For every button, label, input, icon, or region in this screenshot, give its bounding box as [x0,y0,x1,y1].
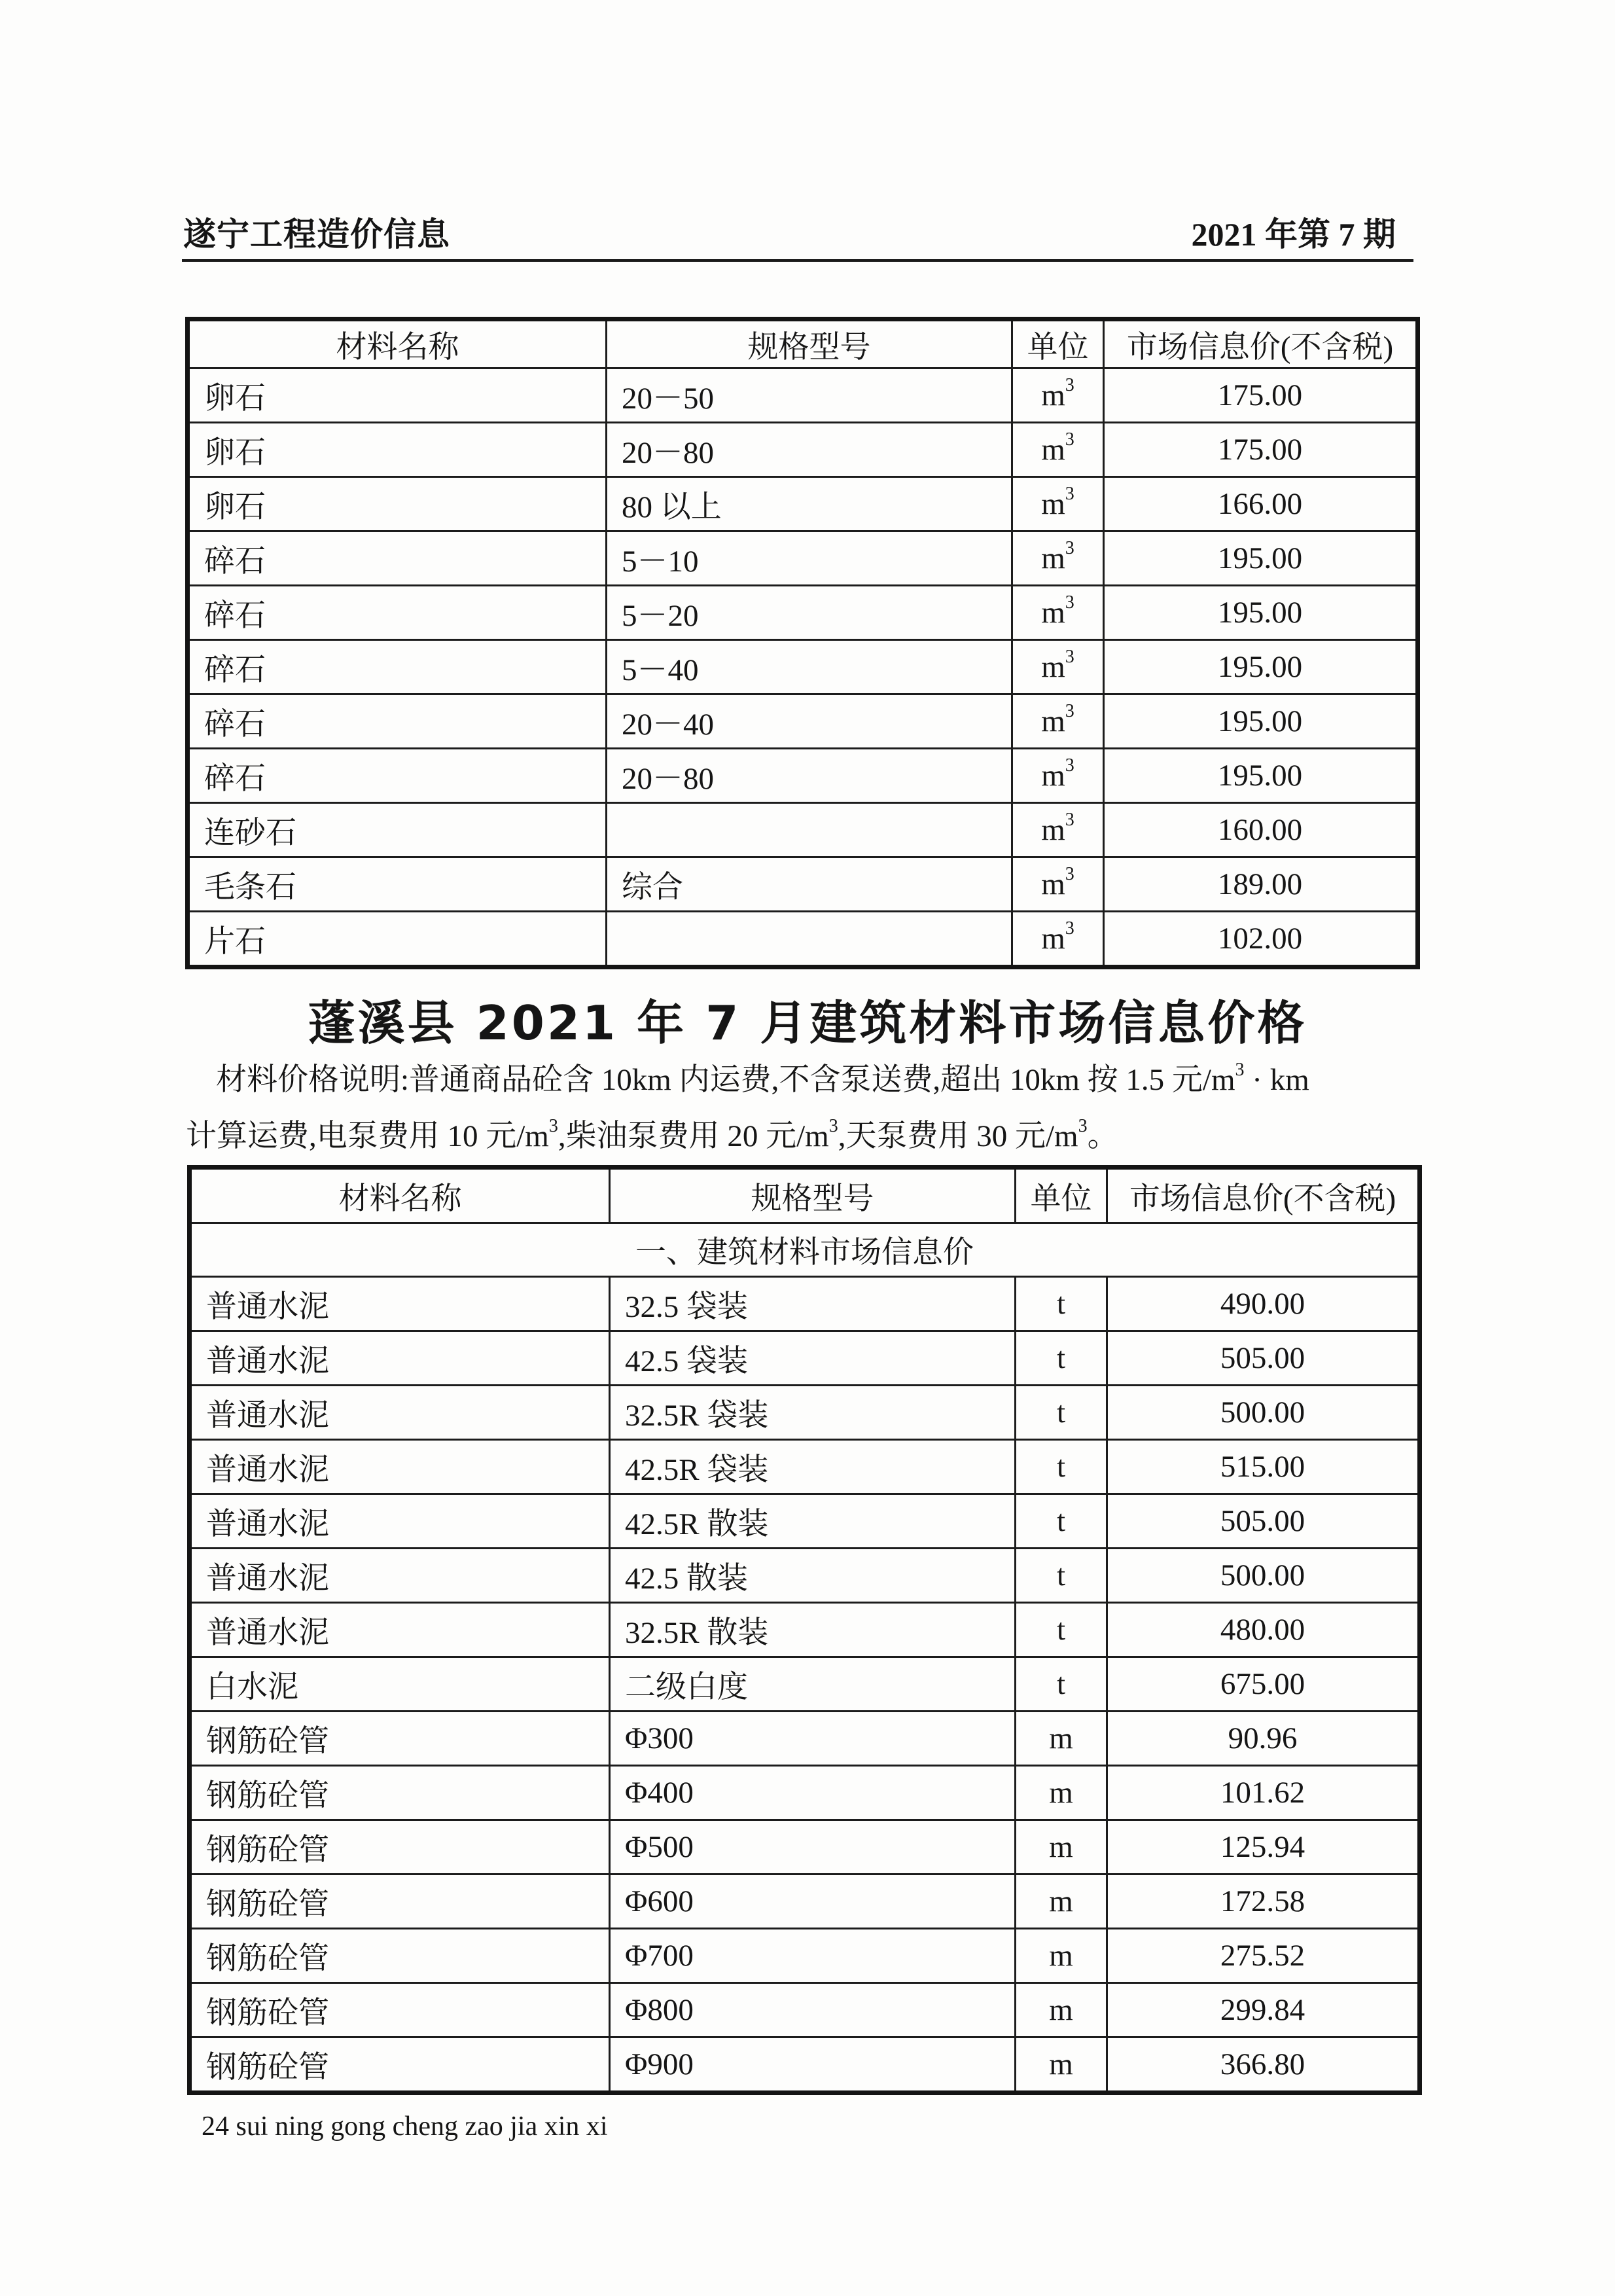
note-text: ,天泵费用 30 元/m [838,1119,1078,1153]
note-superscript: 3 [1235,1060,1245,1080]
material-price: 166.00 [1104,477,1418,531]
material-unit [1012,586,1104,640]
table-row [190,1494,1420,1549]
material-price: 102.00 [1104,912,1418,967]
publication-title: 遂宁工程造价信息 [183,216,450,253]
unit-superscript: 3 [1065,429,1074,450]
unit-superscript: 3 [1065,755,1074,776]
material-name: 普通水泥 [190,1386,610,1440]
material-spec: 42.5 袋装 [610,1331,1016,1386]
material-spec: Φ400 [610,1766,1016,1820]
unit-base: m [1041,922,1065,956]
material-name: 连砂石 [188,803,607,857]
material-price: 500.00 [1107,1549,1420,1603]
page-number: 24 [202,2111,229,2142]
material-spec [607,912,1012,967]
material-spec: 32.5R 袋装 [610,1386,1016,1440]
note-superscript: 3 [1078,1116,1088,1136]
column-header-name: 材料名称 [188,319,607,368]
material-name: 钢筋砼管 [190,1874,610,1929]
material-spec: Φ800 [610,1983,1016,2037]
material-unit: t [1016,1386,1107,1440]
material-price: 195.00 [1104,531,1418,586]
material-spec: Φ900 [610,2037,1016,2093]
material-name: 卵石 [188,368,607,423]
column-header-price: 市场信息价(不含税) [1104,319,1418,368]
material-price: 125.94 [1107,1820,1420,1874]
material-unit [1012,857,1104,912]
material-unit: m [1016,1766,1107,1820]
material-unit: m [1016,1983,1107,2037]
unit-base: m [1041,596,1065,630]
column-header-unit: 单位 [1016,1168,1107,1223]
material-unit: t [1016,1494,1107,1549]
section-title: 蓬溪县 2021 年 7 月建筑材料市场信息价格 [308,996,1307,1050]
unit-superscript: 3 [1065,810,1074,830]
material-spec: 综合 [607,857,1012,912]
material-unit [1012,640,1104,694]
table-row [188,423,1418,477]
material-spec: Φ300 [610,1712,1016,1766]
material-name: 卵石 [188,423,607,477]
table-row [190,1331,1420,1386]
material-unit: t [1016,1331,1107,1386]
material-unit: t [1016,1549,1107,1603]
material-price: 675.00 [1107,1657,1420,1712]
material-name: 普通水泥 [190,1549,610,1603]
material-price: 490.00 [1107,1277,1420,1331]
note-text: 。 [1087,1119,1118,1153]
unit-superscript: 3 [1065,592,1074,613]
material-unit [1012,912,1104,967]
table-row [190,1983,1420,2037]
material-price: 195.00 [1104,586,1418,640]
material-unit: t [1016,1603,1107,1657]
building-material-price-table [187,1165,1422,2095]
material-spec: 5－40 [607,640,1012,694]
material-price: 275.52 [1107,1929,1420,1983]
material-spec: 5－10 [607,531,1012,586]
material-price: 175.00 [1104,423,1418,477]
note-text: 计算运费,电泵费用 10 元/m [186,1119,549,1153]
material-unit: m [1016,2037,1107,2093]
material-name: 钢筋砼管 [190,1983,610,2037]
note-superscript: 3 [828,1116,838,1136]
stone-price-table [185,317,1420,969]
material-spec: 80 以上 [607,477,1012,531]
unit-base: m [1041,867,1065,901]
material-price: 480.00 [1107,1603,1420,1657]
table-row [188,803,1418,857]
unit-superscript: 3 [1065,918,1074,939]
section-row [190,1223,1420,1277]
material-unit [1012,749,1104,803]
material-unit [1012,531,1104,586]
material-price: 195.00 [1104,694,1418,749]
material-name: 钢筋砼管 [190,1766,610,1820]
unit-superscript: 3 [1065,701,1074,721]
table-header-row [190,1168,1420,1223]
material-unit [1012,803,1104,857]
material-spec [607,803,1012,857]
unit-base: m [1041,759,1065,793]
table-row [190,1820,1420,1874]
table-row [190,1386,1420,1440]
material-spec: 32.5 袋装 [610,1277,1016,1331]
column-header-price: 市场信息价(不含税) [1107,1168,1420,1223]
material-spec: 二级白度 [610,1657,1016,1712]
table-row [188,531,1418,586]
material-name: 碎石 [188,694,607,749]
table-row [190,1440,1420,1494]
note-text: · km [1244,1063,1309,1097]
material-unit: t [1016,1440,1107,1494]
material-name: 钢筋砼管 [190,2037,610,2093]
price-note-line-1 [216,1055,1309,1099]
section-row-label: 一、建筑材料市场信息价 [190,1223,1420,1277]
table-row [188,694,1418,749]
unit-superscript: 3 [1065,375,1074,395]
footer-pinyin: sui ning gong cheng zao jia xin xi [236,2111,608,2142]
unit-superscript: 3 [1065,538,1074,558]
material-unit: t [1016,1657,1107,1712]
material-price: 172.58 [1107,1874,1420,1929]
table-row [188,857,1418,912]
material-spec: Φ600 [610,1874,1016,1929]
material-price: 505.00 [1107,1331,1420,1386]
material-price: 299.84 [1107,1983,1420,2037]
material-name: 毛条石 [188,857,607,912]
material-name: 普通水泥 [190,1277,610,1331]
material-spec: 32.5R 散装 [610,1603,1016,1657]
material-name: 碎石 [188,531,607,586]
material-name: 钢筋砼管 [190,1820,610,1874]
material-unit [1012,694,1104,749]
material-price: 505.00 [1107,1494,1420,1549]
material-spec: 5－20 [607,586,1012,640]
material-price: 101.62 [1107,1766,1420,1820]
material-price: 175.00 [1104,368,1418,423]
material-price: 515.00 [1107,1440,1420,1494]
material-unit [1012,368,1104,423]
material-spec: 42.5R 散装 [610,1494,1016,1549]
material-spec: 42.5 散装 [610,1549,1016,1603]
header-divider [182,259,1413,262]
table-row [190,2037,1420,2093]
material-name: 白水泥 [190,1657,610,1712]
material-unit: m [1016,1929,1107,1983]
page-footer [202,2111,608,2142]
unit-base: m [1041,813,1065,847]
material-unit [1012,477,1104,531]
material-name: 片石 [188,912,607,967]
table-header-row [188,319,1418,368]
material-price: 160.00 [1104,803,1418,857]
unit-base: m [1041,487,1065,521]
table-row [188,912,1418,967]
material-spec: 42.5R 袋装 [610,1440,1016,1494]
note-text: 材料价格说明:普通商品砼含 10km 内运费,不含泵送费,超出 10km 按 1.5 元/m [216,1063,1235,1097]
table-row [190,1929,1420,1983]
table-row [190,1549,1420,1603]
material-price: 90.96 [1107,1712,1420,1766]
material-name: 碎石 [188,640,607,694]
material-name: 普通水泥 [190,1331,610,1386]
material-spec: 20－50 [607,368,1012,423]
material-name: 卵石 [188,477,607,531]
material-price: 195.00 [1104,749,1418,803]
material-price: 366.80 [1107,2037,1420,2093]
material-name: 普通水泥 [190,1603,610,1657]
table-row [190,1766,1420,1820]
price-note-line-2 [186,1111,1118,1155]
material-price: 189.00 [1104,857,1418,912]
material-price: 500.00 [1107,1386,1420,1440]
column-header-spec: 规格型号 [610,1168,1016,1223]
material-unit: t [1016,1277,1107,1331]
material-unit [1012,423,1104,477]
unit-base: m [1041,650,1065,684]
unit-base: m [1041,704,1065,738]
material-price: 195.00 [1104,640,1418,694]
column-header-spec: 规格型号 [607,319,1012,368]
unit-base: m [1041,378,1065,412]
unit-superscript: 3 [1065,864,1074,884]
unit-base: m [1041,541,1065,575]
material-spec: 20－80 [607,423,1012,477]
table-row [188,368,1418,423]
material-unit: m [1016,1874,1107,1929]
table-row [188,477,1418,531]
table-row [190,1603,1420,1657]
column-header-name: 材料名称 [190,1168,610,1223]
material-name: 普通水泥 [190,1494,610,1549]
material-spec: 20－80 [607,749,1012,803]
material-unit: m [1016,1712,1107,1766]
material-spec: Φ500 [610,1820,1016,1874]
material-name: 普通水泥 [190,1440,610,1494]
table-row [188,749,1418,803]
note-superscript: 3 [548,1116,558,1136]
material-name: 碎石 [188,586,607,640]
material-spec: 20－40 [607,694,1012,749]
table-row [190,1712,1420,1766]
table-row [190,1874,1420,1929]
table-row [188,586,1418,640]
material-unit: m [1016,1820,1107,1874]
table-row [190,1277,1420,1331]
material-name: 钢筋砼管 [190,1929,610,1983]
unit-superscript: 3 [1065,647,1074,667]
table-row [188,640,1418,694]
unit-superscript: 3 [1065,484,1074,504]
unit-base: m [1041,433,1065,467]
note-text: ,柴油泵费用 20 元/m [558,1119,829,1153]
issue-label: 2021 年第 7 期 [1191,216,1396,253]
material-spec: Φ700 [610,1929,1016,1983]
column-header-unit: 单位 [1012,319,1104,368]
material-name: 钢筋砼管 [190,1712,610,1766]
material-name: 碎石 [188,749,607,803]
table-row [190,1657,1420,1712]
